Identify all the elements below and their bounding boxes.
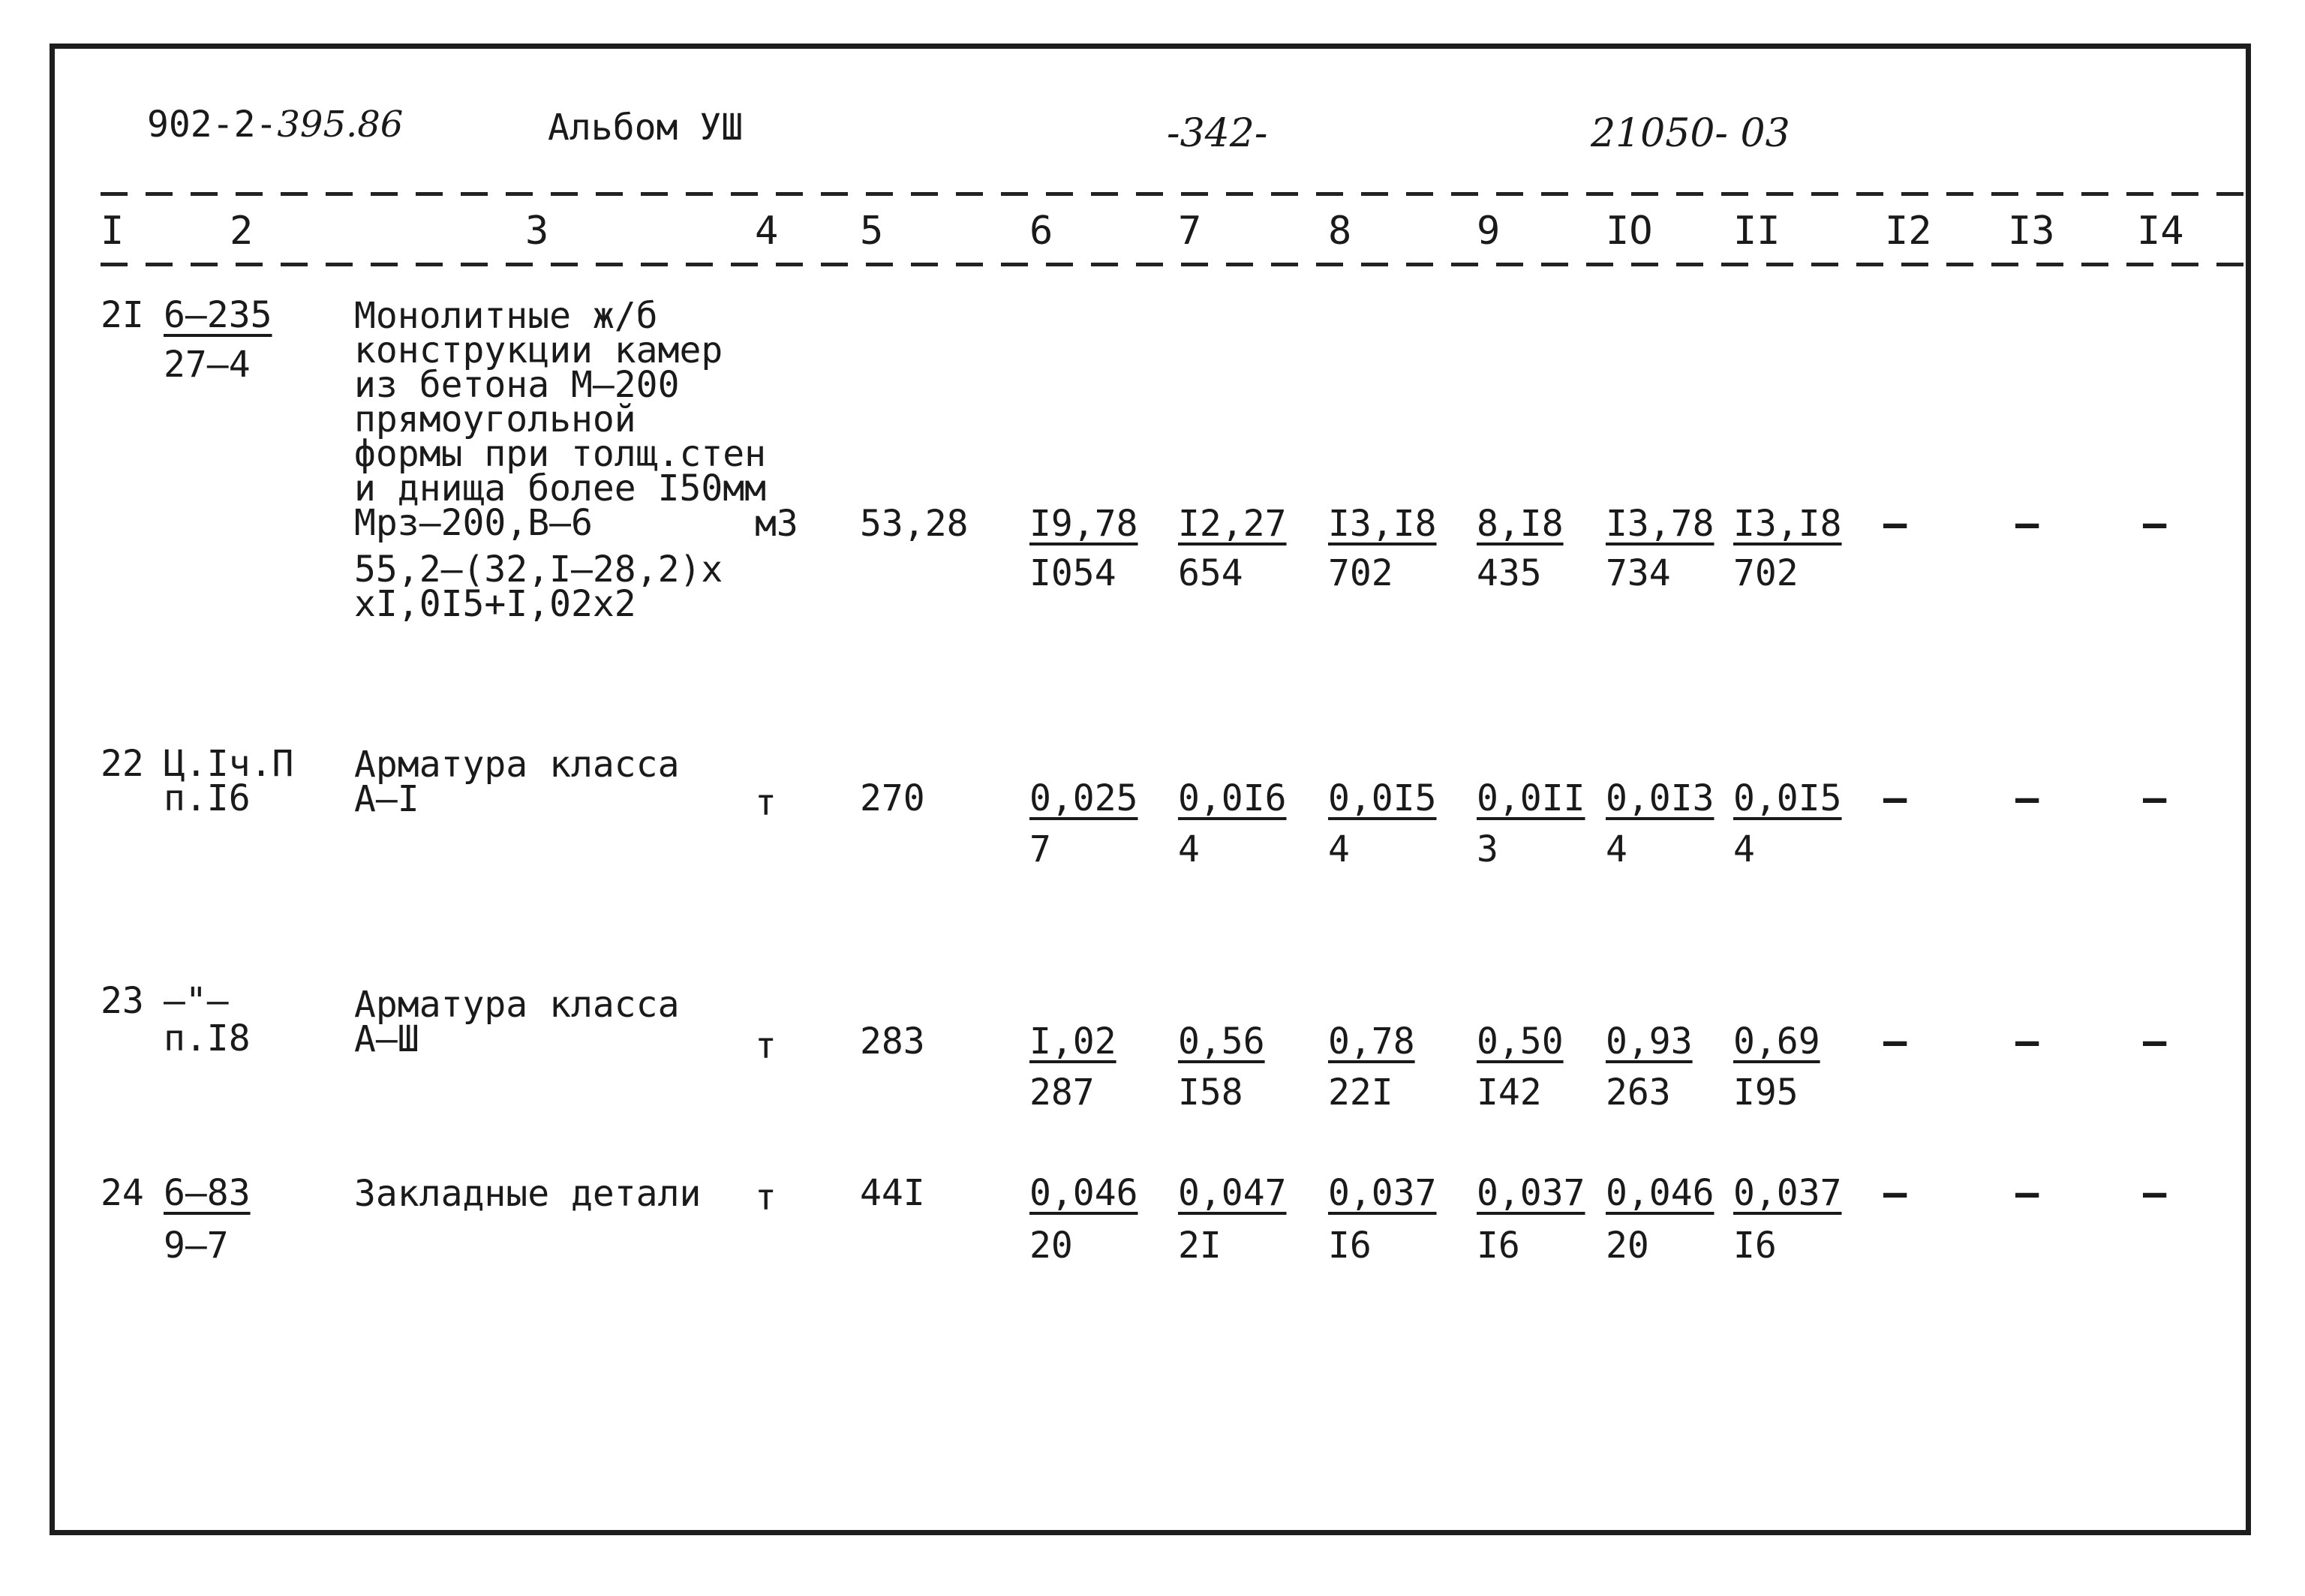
empty-value-dash: – [1883,1171,1907,1216]
unit: т [755,1025,777,1067]
row-number: 23 [101,980,144,1022]
empty-value-dash: – [2143,1019,2167,1064]
value-top: 0,037 [1733,1172,1842,1214]
column-number: 5 [860,209,884,254]
column-number: 6 [1029,209,1053,254]
empty-value-dash: – [2143,501,2167,546]
header-rule-top [101,192,2251,196]
value-bottom: 4 [1178,828,1200,870]
column-number: I [101,209,125,254]
value-top: I3,78 [1606,503,1714,545]
value-top: 0,56 [1178,1020,1265,1062]
value-bottom: I42 [1477,1072,1542,1114]
page-number: -342- [1167,111,1268,156]
value-bottom: 4 [1733,828,1755,870]
column-number: II [1733,209,1781,254]
value-top: 0,0I5 [1733,777,1842,819]
norm-reference-bottom: 27–4 [164,344,251,386]
value-bottom: 20 [1029,1225,1073,1267]
value-bottom: 2I [1178,1225,1222,1267]
column-number: IO [1606,209,1653,254]
value-top: 0,047 [1178,1172,1287,1214]
work-description: Арматура класса А–I [354,744,680,820]
quantity: 44I [860,1172,925,1214]
value-bottom: I95 [1733,1072,1799,1114]
value-top: 0,0I6 [1178,777,1287,819]
value-bottom: 435 [1477,552,1542,594]
empty-value-dash: – [1883,501,1907,546]
value-top: 0,0II [1477,777,1585,819]
value-top: 0,0I3 [1606,777,1714,819]
value-bottom: 734 [1606,552,1671,594]
value-bottom: I58 [1178,1072,1243,1114]
value-bottom: I6 [1477,1225,1520,1267]
column-number: I4 [2137,209,2184,254]
quantity: 53,28 [860,503,969,545]
norm-reference-top: –"– [164,980,229,1022]
header-rule-bottom [101,263,2251,266]
norm-reference-top: 6–83 [164,1172,251,1214]
norm-reference-top: 6–235 [164,294,272,336]
empty-value-dash: – [1883,1019,1907,1064]
volume-formula: 55,2–(32,I–28,2)x xI,0I5+I,02x2 [354,549,723,625]
value-top: 0,025 [1029,777,1138,819]
empty-value-dash: – [2015,1171,2039,1216]
value-top: I3,I8 [1328,503,1437,545]
document-number: 21050- 03 [1591,111,1790,156]
work-description: Арматура класса А–Ш [354,984,680,1060]
row-number: 24 [101,1172,144,1214]
value-top: 0,046 [1606,1172,1714,1214]
column-number: 2 [230,209,254,254]
value-bottom: I6 [1733,1225,1777,1267]
empty-value-dash: – [2143,1171,2167,1216]
row-number: 22 [101,743,144,785]
column-number: I2 [1885,209,1932,254]
value-top: 0,93 [1606,1020,1693,1062]
unit: т [755,782,777,824]
empty-value-dash: – [2015,776,2039,821]
album-label: Альбом УШ [548,107,744,149]
value-bottom: 654 [1178,552,1243,594]
empty-value-dash: – [2015,501,2039,546]
empty-value-dash: – [2143,776,2167,821]
value-bottom: 7 [1029,828,1051,870]
row-number: 2I [101,294,144,336]
norm-reference-top: Ц.Iч.П [164,743,294,785]
empty-value-dash: – [1883,776,1907,821]
quantity: 270 [860,777,925,819]
value-top: 0,0I5 [1328,777,1437,819]
norm-reference-bottom: 9–7 [164,1225,229,1267]
value-top: 0,78 [1328,1020,1415,1062]
value-bottom: 287 [1029,1072,1095,1114]
value-bottom: 4 [1606,828,1627,870]
value-bottom: 702 [1328,552,1393,594]
work-description: Монолитные ж/б конструкции камер из бетона М–200 прямоугольной формы при толщ.стен и днища более I50мм Мрз–200,В–6 [354,295,767,544]
value-top: I,02 [1029,1020,1116,1062]
empty-value-dash: – [2015,1019,2039,1064]
value-top: 0,046 [1029,1172,1138,1214]
value-bottom: 22I [1328,1072,1393,1114]
value-top: 0,037 [1477,1172,1585,1214]
document-code [147,104,404,146]
norm-reference-bottom: п.I6 [164,777,251,819]
value-bottom: 263 [1606,1072,1671,1114]
column-number: 7 [1178,209,1202,254]
value-top: 0,037 [1328,1172,1437,1214]
value-bottom: 702 [1733,552,1799,594]
unit: т [755,1177,777,1219]
document-code-handwritten: 395.86 [277,104,404,146]
value-top: I3,I8 [1733,503,1842,545]
value-bottom: 3 [1477,828,1498,870]
value-top: 0,69 [1733,1020,1820,1062]
work-description: Закладные детали [354,1173,702,1215]
quantity: 283 [860,1020,925,1062]
norm-reference-bottom: п.I8 [164,1017,251,1059]
value-bottom: I6 [1328,1225,1372,1267]
column-number: I3 [2008,209,2055,254]
column-number: 4 [755,209,779,254]
value-bottom: I054 [1029,552,1116,594]
unit: м3 [755,503,798,545]
value-top: I9,78 [1029,503,1138,545]
column-number: 3 [525,209,549,254]
value-top: I2,27 [1178,503,1287,545]
value-top: 8,I8 [1477,503,1564,545]
value-bottom: 20 [1606,1225,1649,1267]
value-top: 0,50 [1477,1020,1564,1062]
column-number: 9 [1477,209,1501,254]
document-code-prefix: 902-2- [147,104,278,146]
column-number: 8 [1328,209,1352,254]
value-bottom: 4 [1328,828,1350,870]
